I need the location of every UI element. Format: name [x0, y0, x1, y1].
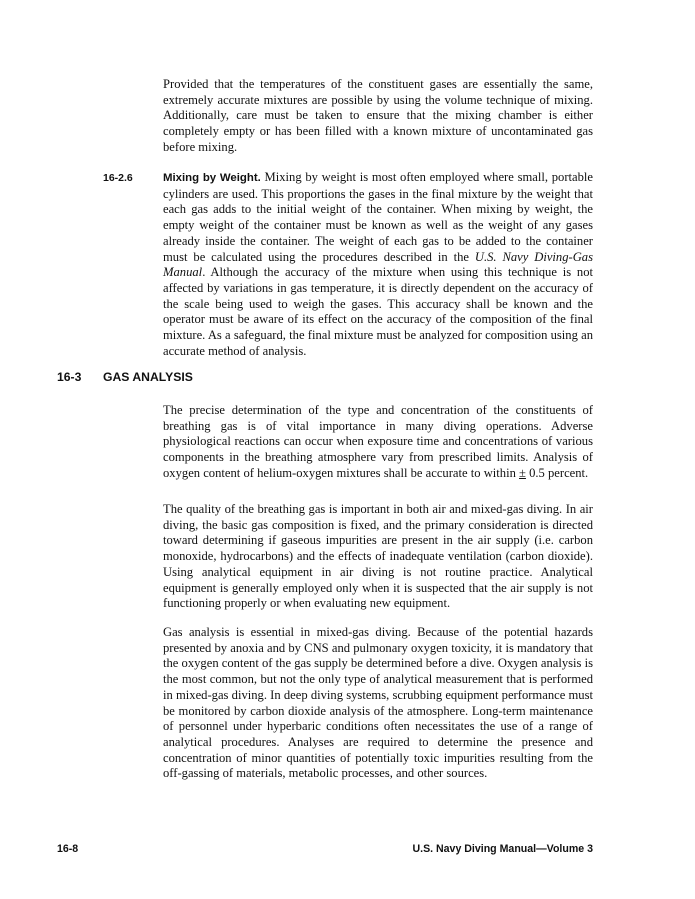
gas-analysis-paragraph-1: [163, 403, 593, 482]
diving-gas-manual-reference: U.S. Navy Diving-Gas Manual: [163, 249, 593, 280]
mixing-by-weight-text-1: Mixing by weight is most often employed where small, portable cylinders are used. This proportions the gases in the final mixture by the weight that each gas adds to the initial weight of the container. When mixing by weight, the empty weight of the container must be known as well as the weight of any gases already inside the container. The weight of each gas to be added to the container must be calculated using the procedures described in the: [163, 170, 593, 264]
section-number-16-3: 16-3: [57, 370, 82, 384]
gas-analysis-paragraph-1-text: The precise determination of the type and concentration of the constituents of breathing gas is of vital importance in many diving operations. Adverse physiological reactions can occur when exposure time and concentrations of various components in the breathing atmosphere vary from prescribed limits. Analysis of oxygen content of helium-oxygen mixtures shall be accurate to within: [163, 403, 593, 480]
mixing-by-weight-paragraph: [163, 170, 593, 359]
mixing-by-weight-heading: Mixing by Weight.: [163, 172, 261, 184]
section-title-gas-analysis: GAS ANALYSIS: [103, 370, 193, 384]
gas-analysis-paragraph-3: Gas analysis is essential in mixed-gas diving. Because of the potential hazards presented by anoxia and by CNS and pulmonary oxygen toxicity, it is mandatory that the oxygen content of the gas supply be determined before a dive. Oxygen analysis is the most common, but not the only type of analytical measurement that is performed in mixed-gas diving. In deep diving systems, scrubbing equipment performance must be monitored by carbon dioxide analysis of the atmosphere. Long-term maintenance of personnel under hyperbaric conditions often necessitates the use of a range of analytical procedures. Analyses are required to determine the presence and concentration of minor quantities of potentially toxic impurities resulting from the off-gassing of materials, metabolic processes, and other sources.: [163, 625, 593, 781]
gas-analysis-paragraph-1-end: 0.5 percent.: [525, 465, 589, 480]
intro-paragraph: Provided that the temperatures of the constituent gases are essentially the same, extremely accurate mixtures are possible by using the volume technique of mixing. Additionally, care must be taken to ensure that the mixing chamber is either completely empty or has been filled with a known mixture of uncontaminated gas before mixing.: [163, 77, 593, 154]
footer-page-number: 16-8: [57, 843, 79, 855]
mixing-by-weight-text-2: . Although the accuracy of the mixture when using this technique is not affected by variations in gas temperature, it is directly dependent on the accuracy of the scale being used to weigh the gases. This accuracy shall be known and the operator must be aware of its effect on the accuracy of the composition of the final mixture. As a safeguard, the final mixture must be analyzed for composition using an accurate method of analysis.: [163, 265, 593, 358]
gas-analysis-paragraph-2: The quality of the breathing gas is important in both air and mixed-gas diving. In air diving, the basic gas composition is fixed, and the primary consideration is directed toward determining if gaseous impurities are present in the air supply (i.e. carbon monoxide, hydrocarbons) and the effects of inadequate ventilation (carbon dioxide). Using analytical equipment in air diving is not routine practice. Analytical equipment is generally employed only when it is suspected that the air supply is not functioning properly or when evaluating new equipment.: [163, 502, 593, 611]
paragraph-number-16-2-6: 16-2.6: [103, 172, 133, 184]
footer-document-title: U.S. Navy Diving Manual—Volume 3: [412, 843, 593, 855]
plus-minus-symbol: ±: [519, 465, 526, 480]
